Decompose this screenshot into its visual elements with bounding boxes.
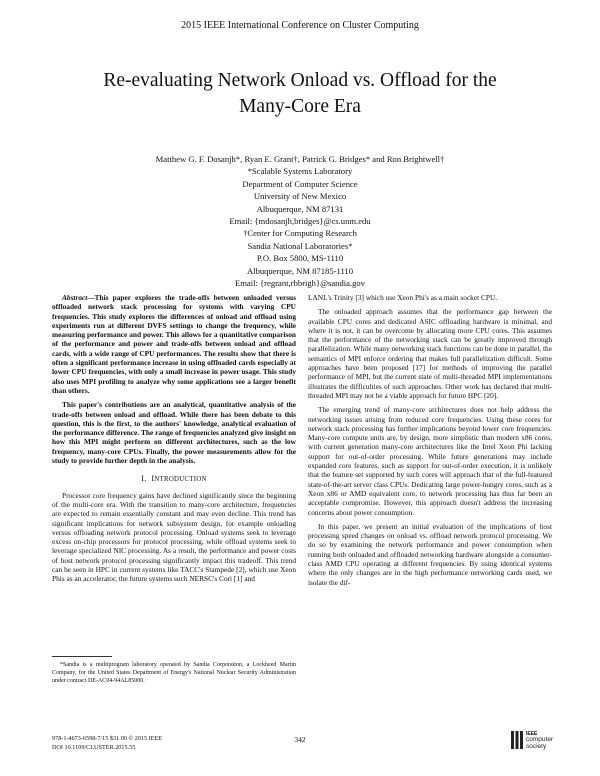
affiliation-1-line: Albuquerque, NM 87131 xyxy=(256,203,344,214)
contributions-paragraph: This paper's contributions are an analytical, quantitative analysis of the trade-offs between onload and offload. While there has been debate to this question, this is the first, to the authors' knowledge, analytical evaluation of the performance difference. The range of frequencies analyzed give insight on how this MPI might perform on different architectures, such as the low frequency, many-core CPUs. Finally, the power measurements allow for the study to provide further depth in the analysis. xyxy=(52,400,296,466)
section-title-initial: I xyxy=(151,474,155,484)
section-title-rest: NTRODUCTION xyxy=(154,476,207,484)
affiliation-1-line: Department of Computer Science xyxy=(242,178,358,189)
computer-society-logo-icon xyxy=(510,730,524,750)
logo-ieee: IEEE xyxy=(526,731,538,737)
right-column xyxy=(308,293,552,592)
footer-doi[interactable]: DOI 10.1109/CLUSTER.2015.55 xyxy=(52,743,136,751)
footer-isbn: 978-1-4673-6598-7/15 $31.00 © 2015 IEEE xyxy=(52,735,163,742)
computer-society-logo xyxy=(510,728,572,754)
footnote: *Sandia is a multiprogram laboratory operated by Sandia Corporation, a Lockheed Martin Company, for the United States Department of Energy's National Nuclear Security Administration under contract DE-AC04-94AL85000. xyxy=(52,662,296,684)
abstract-lead: Abstract— xyxy=(62,293,95,302)
abstract-body: This paper explores the trade-offs between onloaded versus offloaded network stack processing for systems with varying CPU frequencies. This study explores the differences of onload and offload using experiments run at different DVFS settings to change the frequency, while measuring performance and power. This allows for a quantitative comparison of the performance and power and trade-offs between onload and offload cards, with a wide range of CPU performances. The results show that there is often a significant performance increase in using offloaded cards especially at lower CPU frequencies, with only a small increase in power usage. This study also uses MPI profiling to analyze why some applications see a larger benefit than others. xyxy=(52,293,296,395)
conference-header: 2015 IEEE International Conference on Cluster Computing xyxy=(181,20,419,31)
title-line-1: Re-evaluating Network Onload vs. Offload for the xyxy=(103,70,497,91)
section-number: I. xyxy=(141,474,147,484)
author-names: Matthew G. F. Dosanjh*, Ryan E. Grant†, Patrick G. Bridges* and Ron Brightwell† xyxy=(155,154,445,164)
affiliation-2-email[interactable]: Email: {regrant,rbbrigh}@sandia.gov xyxy=(235,278,365,289)
affiliation-1-email[interactable]: Email: {mdosanjh,bridges}@cs.unm.edu xyxy=(229,216,371,227)
logo-line-2: society xyxy=(526,743,547,750)
section-heading-introduction xyxy=(52,474,296,484)
left-column xyxy=(52,293,296,589)
affiliation-1-line: *Scalable Systems Laboratory xyxy=(247,166,353,177)
author-block xyxy=(40,153,560,289)
title-line-2: Many-Core Era xyxy=(239,96,361,117)
affiliation-2-line: P.O. Box 5800, MS-1110 xyxy=(256,253,344,264)
affiliation-2-line: Albuquerque, NM 87185-1110 xyxy=(246,265,354,276)
affiliation-2-line: Sandia National Laboratories* xyxy=(247,240,353,251)
affiliation-1-line: University of New Mexico xyxy=(253,191,347,202)
intro-paragraph-2: The onloaded approach assumes that the performance gap between the available CPU cores and dedicated ASIC offloading hardware is minimal, and where it is not, it can be overcome by allocating more CPU cores. This assumes that the performance of the networking stack can be greatly improved through parallelization. While many networking stack functions can be done in parallel, the semantics of MPI enforce ordering that makes full parallelization difficult. Some approaches have been proposed [17] for methods of improving the parallel performance of MPI, but the current state of multi-threaded MPI implementations illustrates the difficulties of such approaches. Other work has declared that multi-threaded MPI may not be a viable approach for future HPC [20]. xyxy=(308,307,552,400)
abstract xyxy=(52,293,296,395)
intro-continuation: LANL's Trinity [3] which use Xeon Phi's as a main socket CPU. xyxy=(308,293,498,302)
page-number: 342 xyxy=(294,735,306,744)
intro-paragraph-4: In this paper, we present an initial evaluation of the implications of host processing speed changes on onload vs. offload network protocol processing. We do so by examining the network performance and power consumption when running both onloaded and offloaded networking hardware alongside a consumer-class AMD CPU operating at different frequencies. By using identical systems where the only changes are in the high performance networking cards used, we isolate the dif- xyxy=(308,521,552,587)
paper-title xyxy=(40,68,560,120)
footnote-rule xyxy=(52,656,112,657)
intro-paragraph-3: The emerging trend of many-core architectures does not help address the networking issues arising from reduced core frequencies. Using these cores for network stack processing has further implications beyond lower core frequencies. Many-core compute units are, by design, more simplistic than modern x86 cores, with current generation many-core architectures like the Intel Xeon Phi lacking support for out-of-order processing. While future generations may include expanded core features, such as support for out-of-order execution, it is unlikely that the feature set supported by such cores will approach that of the full-featured state-of-the-art server class CPUs. Dedicating large power-hungry cores, such as a Xeon x86 or AMD equivalent core, to network processing has thus far been an acceptable compromise. However, this approach doesn't address the increasing concerns about power consumption. xyxy=(308,405,552,517)
logo-line-1: computer xyxy=(526,736,554,743)
intro-paragraph-1: Processor core frequency gains have declined significantly since the beginning of the multi-core era. With the transition to many-core architecture, frequencies are expected to remain essentially constant and may even decline. This trend has significant implications for network subsystem design, for example onloading versus offloading network protocol processing. Onload systems seek to leverage excess on-chip processors for protocol processing, while offload systems seek to leverage specialized NIC processing. As a result, the performance and power costs of host network protocol processing significantly impact this tradeoff. This trend can be seen in HPC in current systems like TACC's Stampede [2], which use Xeon Phis as an accelerator, the future systems such NERSC's Cori [1] and xyxy=(52,490,296,584)
affiliation-2-line: †Center for Computing Research xyxy=(243,228,357,239)
